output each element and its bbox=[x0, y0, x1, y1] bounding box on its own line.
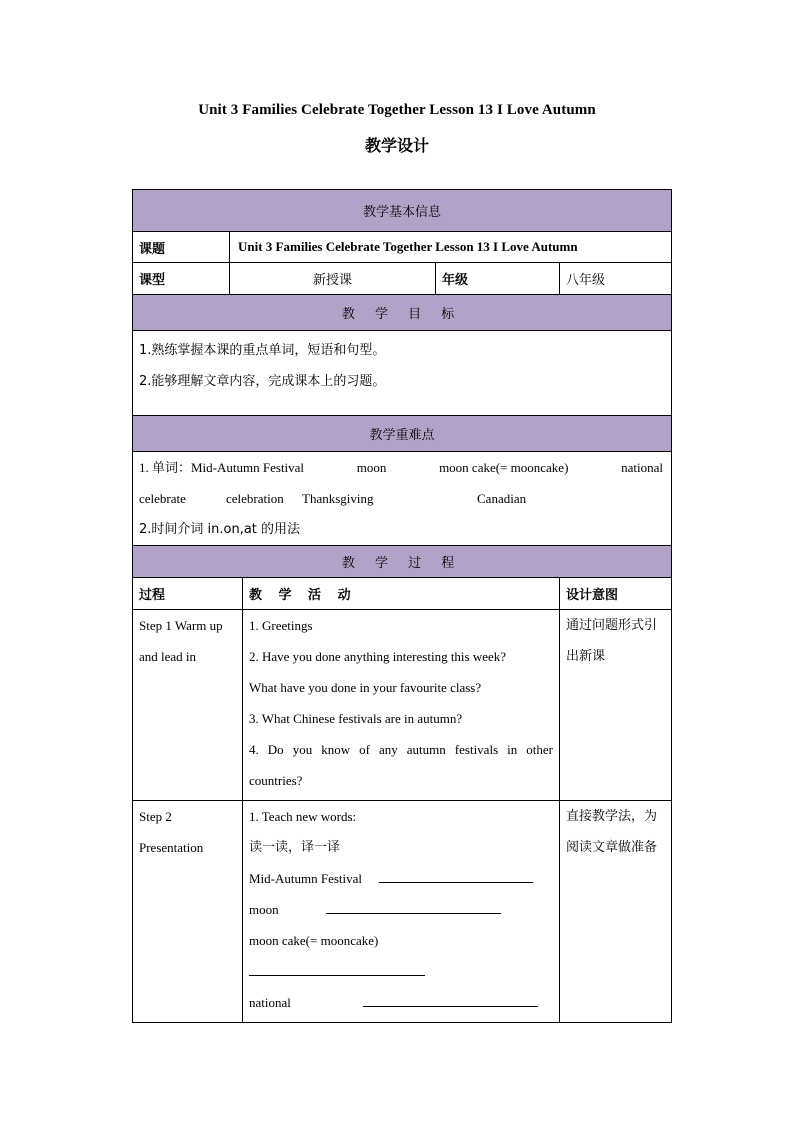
activity-line bbox=[249, 956, 553, 987]
step2-intent bbox=[560, 801, 672, 1023]
activity-line: countries? bbox=[249, 773, 303, 788]
activity-line: 1. Greetings bbox=[249, 618, 313, 633]
col-process-label: 过程 bbox=[133, 578, 243, 610]
key-points-line: 2.时间介词 in.on,at 的用法 bbox=[139, 522, 301, 537]
objective-item: 1.熟练掌握本课的重点单词，短语和句型。 bbox=[139, 343, 386, 358]
step2-activities bbox=[243, 801, 560, 1023]
key-points-header: 教学重难点 bbox=[133, 416, 672, 452]
activity-line: 4. Do you know of any autumn festivals in other bbox=[249, 742, 553, 757]
step-name-line: and lead in bbox=[139, 649, 197, 664]
key-word: national bbox=[621, 460, 663, 475]
objectives-header: 教 学 目 标 bbox=[133, 295, 672, 331]
type-value: 新授课 bbox=[230, 263, 436, 295]
key-word: 1. 单词：Mid-Autumn Festival bbox=[139, 460, 305, 475]
lesson-plan-table bbox=[132, 189, 672, 1023]
key-word: celebrate bbox=[139, 491, 186, 506]
answer-blank[interactable] bbox=[249, 961, 425, 976]
grade-label: 年级 bbox=[436, 263, 560, 295]
key-points-line bbox=[139, 452, 663, 483]
step1-name bbox=[133, 610, 243, 801]
document-title: Unit 3 Families Celebrate Together Lesson 13 I Love Autumn bbox=[198, 102, 596, 118]
topic-label: 课题 bbox=[133, 232, 230, 263]
col-intent-label: 设计意图 bbox=[560, 578, 672, 610]
activity-line: 3. What Chinese festivals are in autumn? bbox=[249, 711, 463, 726]
objectives-content bbox=[133, 331, 672, 416]
vocab-word: moon bbox=[249, 902, 279, 917]
activity-line bbox=[249, 863, 553, 894]
key-points-content bbox=[133, 452, 672, 546]
type-label: 课型 bbox=[133, 263, 230, 295]
step-name-line: Step 2 bbox=[139, 809, 172, 824]
intent-line: 阅读文章做准备 bbox=[566, 840, 658, 855]
key-word: celebration bbox=[226, 491, 284, 506]
step-name-line: Step 1 Warm up bbox=[139, 618, 223, 633]
answer-blank[interactable] bbox=[326, 899, 501, 914]
activity-line: 2. Have you done anything interesting this week? bbox=[249, 649, 507, 664]
vocab-word: Mid-Autumn Festival bbox=[249, 871, 363, 886]
step1-intent bbox=[560, 610, 672, 801]
activity-line bbox=[249, 987, 553, 1018]
topic-value: Unit 3 Families Celebrate Together Lesson 13 I Love Autumn bbox=[230, 232, 672, 263]
document-subtitle: 教学设计 bbox=[364, 136, 429, 155]
key-word: Canadian bbox=[477, 491, 527, 506]
step1-activities bbox=[243, 610, 560, 801]
activity-line: What have you done in your favourite class? bbox=[249, 680, 482, 695]
intent-line: 出新课 bbox=[566, 649, 606, 664]
key-word: moon bbox=[356, 460, 387, 475]
intent-line: 通过问题形式引 bbox=[566, 618, 658, 633]
activity-line: 1. Teach new words: bbox=[249, 809, 357, 824]
key-word: Thanksgiving bbox=[302, 491, 374, 506]
intent-line: 直接教学法，为 bbox=[566, 809, 658, 824]
activity-line: moon cake(= mooncake) bbox=[249, 933, 379, 948]
key-points-line bbox=[139, 483, 663, 514]
answer-blank[interactable] bbox=[379, 868, 533, 883]
step2-name bbox=[133, 801, 243, 1023]
objective-item: 2.能够理解文章内容，完成课本上的习题。 bbox=[139, 374, 386, 389]
activity-line: 读一读，译一译 bbox=[249, 840, 341, 855]
answer-blank[interactable] bbox=[363, 992, 538, 1007]
step-name-line: Presentation bbox=[139, 840, 204, 855]
col-activity-label: 教 学 活 动 bbox=[243, 578, 560, 610]
key-word: moon cake(= mooncake) bbox=[439, 460, 569, 475]
process-header: 教 学 过 程 bbox=[133, 546, 672, 578]
basic-info-header: 教学基本信息 bbox=[133, 190, 672, 232]
grade-value: 八年级 bbox=[560, 263, 672, 295]
vocab-word: national bbox=[249, 995, 291, 1010]
activity-line bbox=[249, 894, 553, 925]
